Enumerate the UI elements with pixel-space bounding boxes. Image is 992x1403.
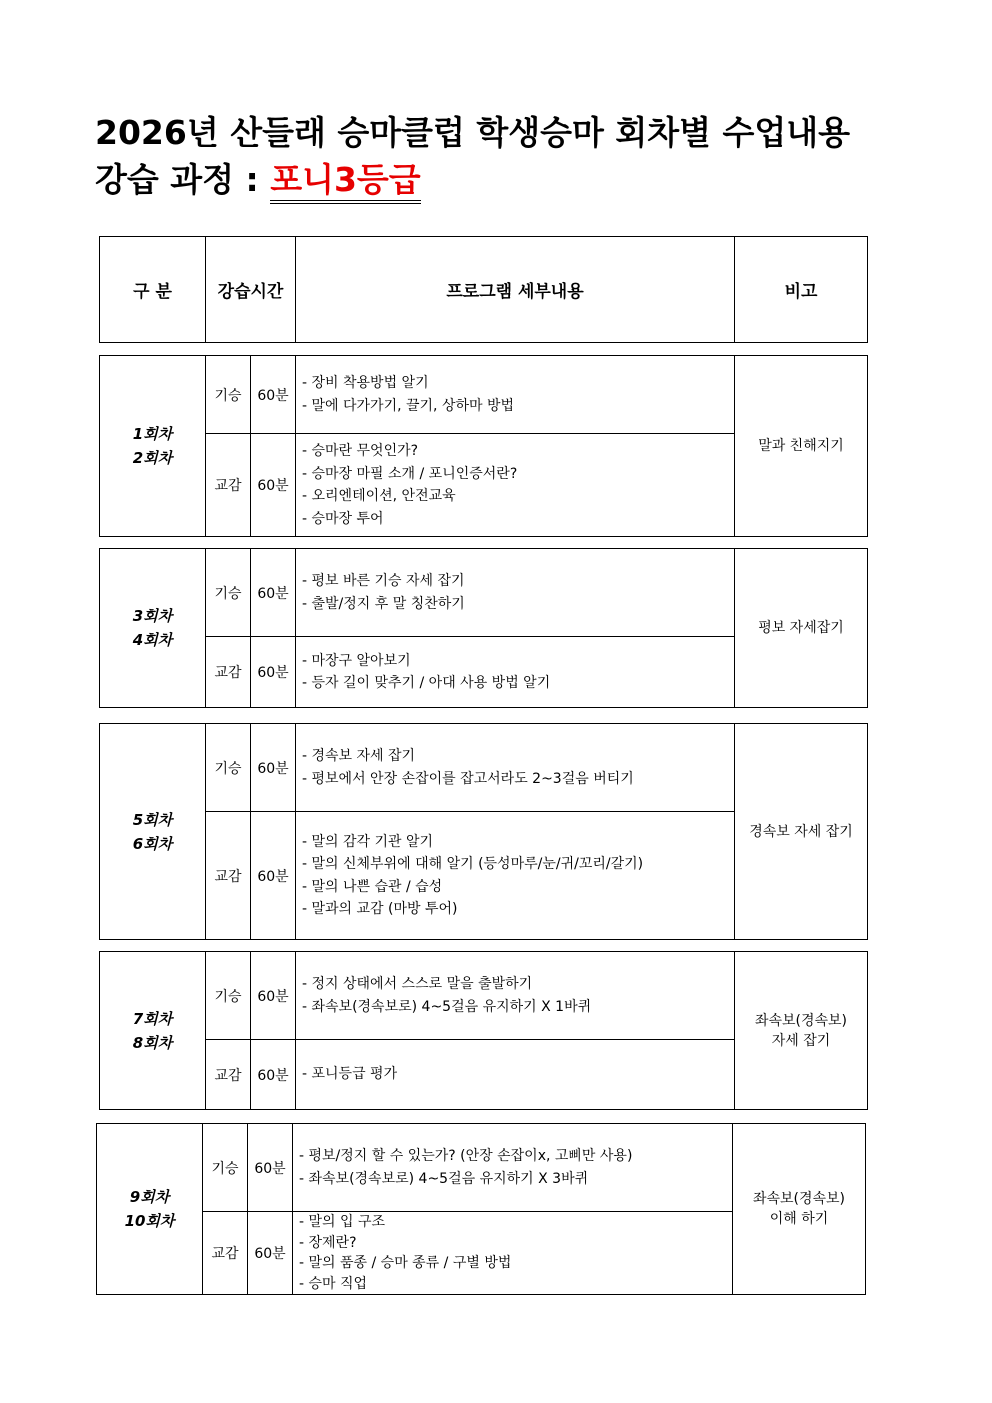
program-details: - 평보 바른 기승 자세 잡기 - 출발/정지 후 말 칭찬하기 [296, 549, 735, 637]
activity-type: 기승 [206, 549, 251, 637]
activity-type: 기승 [206, 356, 251, 434]
session-table-3 [99, 723, 868, 940]
page-title: 2026년 산들래 승마클럽 학생승마 회차별 수업내용 [95, 113, 850, 152]
activity-time: 60분 [248, 1124, 293, 1212]
activity-time: 60분 [251, 952, 296, 1040]
activity-type: 교감 [206, 434, 251, 537]
program-details: - 포니등급 평가 [296, 1040, 735, 1110]
program-details: - 말의 입 구조 - 장제란? - 말의 품종 / 승마 종류 / 구별 방법 - 승마 직업 [293, 1212, 733, 1295]
session-table-2 [99, 548, 868, 708]
header-session: 구 분 [100, 237, 206, 343]
activity-time: 60분 [248, 1212, 293, 1295]
program-details: - 말의 감각 기관 알기 - 말의 신체부위에 대해 알기 (등성마루/눈/귀/꼬리/갈기) - 말의 나쁜 습관 / 습성 - 말과의 교감 (마방 투어) [296, 812, 735, 940]
program-details: - 평보/정지 할 수 있는가? (안장 손잡이x, 고삐만 사용) - 좌속보(경속보로) 4~5걸음 유지하기 X 3바퀴 [293, 1124, 733, 1212]
course-label: 강습 과정 : [95, 160, 271, 199]
session-label: 7회차 8회차 [100, 952, 206, 1110]
program-details: - 승마란 무엇인가? - 승마장 마필 소개 / 포니인증서란? - 오리엔테이션, 안전교육 - 승마장 투어 [296, 434, 735, 537]
session-label: 3회차 4회차 [100, 549, 206, 708]
session-table-1 [99, 355, 868, 537]
activity-type: 교감 [206, 812, 251, 940]
activity-time: 60분 [251, 434, 296, 537]
program-details: - 정지 상태에서 스스로 말을 출발하기 - 좌속보(경속보로) 4~5걸음 유지하기 X 1바퀴 [296, 952, 735, 1040]
program-details: - 경속보 자세 잡기 - 평보에서 안장 손잡이를 잡고서라도 2~3걸음 버티기 [296, 724, 735, 812]
course-name: 포니3등급 [270, 160, 420, 204]
program-details: - 마장구 알아보기 - 등자 길이 맞추기 / 아대 사용 방법 알기 [296, 637, 735, 708]
header-table [99, 236, 868, 343]
activity-type: 교감 [206, 637, 251, 708]
session-label: 1회차 2회차 [100, 356, 206, 537]
program-details: - 장비 착용방법 알기 - 말에 다가가기, 끌기, 상하마 방법 [296, 356, 735, 434]
activity-type: 교감 [206, 1040, 251, 1110]
activity-time: 60분 [251, 637, 296, 708]
activity-time: 60분 [251, 812, 296, 940]
activity-type: 기승 [206, 724, 251, 812]
activity-type: 기승 [203, 1124, 248, 1212]
session-label: 9회차 10회차 [97, 1124, 203, 1295]
course-title [95, 160, 421, 200]
session-table-5 [96, 1123, 866, 1295]
activity-time: 60분 [251, 356, 296, 434]
activity-time: 60분 [251, 549, 296, 637]
header-time: 강습시간 [206, 237, 296, 343]
activity-type: 기승 [206, 952, 251, 1040]
header-program: 프로그램 세부내용 [296, 237, 735, 343]
session-table-4 [99, 951, 868, 1110]
session-note: 평보 자세잡기 [735, 549, 868, 708]
session-note: 말과 친해지기 [735, 356, 868, 537]
activity-time: 60분 [251, 1040, 296, 1110]
activity-type: 교감 [203, 1212, 248, 1295]
activity-time: 60분 [251, 724, 296, 812]
session-note: 좌속보(경속보) 자세 잡기 [735, 952, 868, 1110]
session-note: 좌속보(경속보) 이해 하기 [733, 1124, 866, 1295]
session-label: 5회차 6회차 [100, 724, 206, 940]
session-note: 경속보 자세 잡기 [735, 724, 868, 940]
header-note: 비고 [735, 237, 868, 343]
